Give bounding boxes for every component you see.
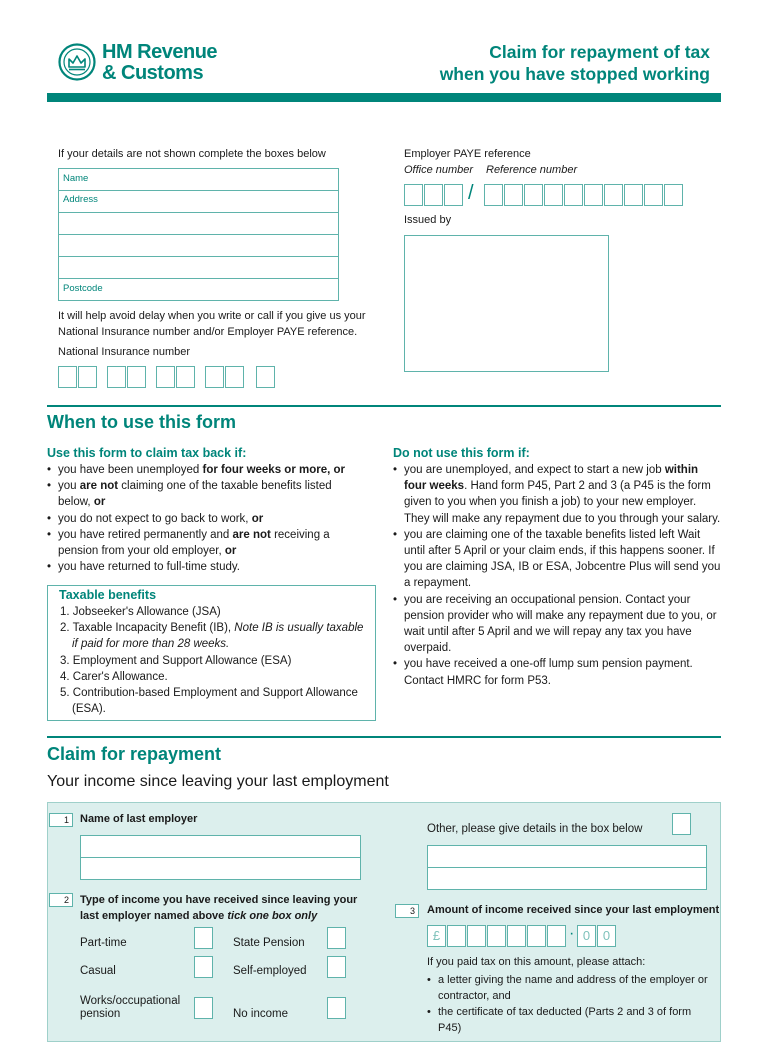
dont-list	[393, 462, 721, 689]
benefits-list	[60, 604, 372, 717]
option-label: No income	[233, 1008, 288, 1020]
q1-label: Name of last employer	[80, 813, 198, 825]
ref-cell[interactable]	[524, 184, 543, 206]
address-field-1[interactable]	[58, 190, 339, 213]
address-field-4[interactable]	[58, 256, 339, 279]
other-label: Other, please give details in the box below	[427, 823, 643, 835]
hmrc-logo	[58, 41, 228, 85]
option-label: Part-time	[80, 937, 127, 949]
list-item: 2. Taxable Incapacity Benefit (IB), Note IB is usually taxable if paid for more than 28 weeks.	[60, 622, 364, 651]
postcode-field[interactable]	[58, 278, 339, 301]
address-field-2[interactable]	[58, 212, 339, 235]
ref-cell[interactable]	[664, 184, 683, 206]
postcode-label: Postcode	[63, 283, 103, 294]
tax-paid-text: If you paid tax on this amount, please attach:	[427, 956, 646, 968]
list-item: • you are receiving an occupational pension. Contact your pension provider who will make any repayment due to you, or wait until after 5 April and we will repay any tax you have overpaid.	[393, 592, 721, 657]
list-item: 3. Employment and Support Allowance (ESA)	[60, 654, 292, 667]
employer-name-field-1[interactable]	[80, 835, 361, 858]
ref-cell[interactable]	[624, 184, 643, 206]
list-item: • a letter giving the name and address of the employer or contractor, and	[427, 972, 717, 1004]
name-label: Name	[63, 173, 89, 184]
logo-line-2: & Customs	[102, 62, 204, 84]
crown-emblem-icon	[58, 42, 96, 82]
other-checkbox[interactable]	[672, 813, 691, 835]
ni-cell[interactable]	[127, 366, 146, 388]
ni-cell[interactable]	[156, 366, 175, 388]
list-item: • you are claiming one of the taxable benefits listed left Wait until after 5 April or your claim ends, if this happens sooner. If you are claiming JSA, IB or ESA, Jobcentre Plus will send you a repayment.	[393, 527, 721, 592]
ref-cell[interactable]	[504, 184, 523, 206]
decimal-point: ·	[569, 925, 575, 942]
pounds-cell[interactable]	[467, 925, 486, 947]
ref-cell[interactable]	[584, 184, 603, 206]
help-text: It will help avoid delay when you write or call if you give us your National Insurance number and/or Employer PAYE reference.	[58, 310, 366, 338]
list-item: • you have been unemployed for four weeks or more, or	[47, 462, 347, 478]
office-cell[interactable]	[404, 184, 423, 206]
pound-cell: £	[427, 925, 446, 947]
office-cell[interactable]	[424, 184, 443, 206]
ni-cell[interactable]	[107, 366, 126, 388]
paye-reference-field[interactable]	[404, 184, 686, 206]
address-label: Address	[63, 194, 98, 205]
ref-cell[interactable]	[484, 184, 503, 206]
ni-cell[interactable]	[78, 366, 97, 388]
ni-cell[interactable]	[176, 366, 195, 388]
section-rule	[47, 405, 721, 407]
list-item: • you have returned to full-time study.	[47, 559, 347, 575]
self-employed-checkbox[interactable]	[327, 956, 346, 978]
paye-label: Employer PAYE reference	[404, 148, 531, 160]
reference-number-label: Reference number	[486, 164, 578, 176]
no-income-checkbox[interactable]	[327, 997, 346, 1019]
when-heading: When to use this form	[47, 412, 236, 432]
attach-list	[427, 972, 717, 1036]
pounds-cell[interactable]	[447, 925, 466, 947]
list-item: • you have retired permanently and are not receiving a pension from your old employer, or	[47, 527, 347, 559]
ref-cell[interactable]	[604, 184, 623, 206]
list-item: 4. Carer's Allowance.	[60, 670, 168, 683]
list-item: • you have received a one-off lump sum pension payment. Contact HMRC for form P53.	[393, 656, 721, 688]
list-item: • the certificate of tax deducted (Parts 2 and 3 of form P45)	[427, 1004, 717, 1036]
claim-heading: Claim for repayment	[47, 744, 222, 764]
employer-name-field-2[interactable]	[80, 857, 361, 880]
pence-cell: 0	[577, 925, 596, 947]
option-label: Self-employed	[233, 965, 307, 977]
casual-checkbox[interactable]	[194, 956, 213, 978]
question-number: 3	[395, 904, 419, 918]
option-label: Casual	[80, 965, 116, 977]
pounds-cell[interactable]	[527, 925, 546, 947]
taxable-benefits-heading: Taxable benefits	[59, 588, 157, 602]
list-item: • you are not claiming one of the taxable benefits listed below, or	[47, 478, 347, 510]
issued-by-label: Issued by	[404, 214, 452, 226]
office-cell[interactable]	[444, 184, 463, 206]
list-item: 1. Jobseeker's Allowance (JSA)	[60, 606, 221, 618]
q2-label: Type of income you have received since leaving your last employer named above tick one box only	[80, 894, 358, 922]
list-item: • you do not expect to go back to work, or	[47, 511, 347, 527]
logo-line-1: HM Revenue	[102, 41, 218, 63]
pounds-cell[interactable]	[487, 925, 506, 947]
other-details-field-2[interactable]	[427, 867, 707, 890]
question-number: 2	[49, 893, 73, 907]
form-title	[440, 41, 710, 85]
taxable-benefits-box	[47, 585, 376, 721]
form-title-line-1: Claim for repayment of tax	[489, 42, 710, 62]
ni-cell[interactable]	[225, 366, 244, 388]
pence-cell: 0	[597, 925, 616, 947]
occupational-pension-checkbox[interactable]	[194, 997, 213, 1019]
option-label: State Pension	[233, 937, 305, 949]
use-heading: Use this form to claim tax back if:	[47, 446, 247, 460]
claim-panel	[47, 802, 721, 1042]
ni-number-field[interactable]	[58, 366, 278, 388]
other-details-field-1[interactable]	[427, 845, 707, 868]
q3-label: Amount of income received since your last employment	[427, 904, 720, 916]
ni-label: National Insurance number	[58, 346, 191, 358]
ref-cell[interactable]	[564, 184, 583, 206]
pounds-cell[interactable]	[507, 925, 526, 947]
ni-cell[interactable]	[58, 366, 77, 388]
ni-cell[interactable]	[205, 366, 224, 388]
ref-cell[interactable]	[644, 184, 663, 206]
dont-heading: Do not use this form if:	[393, 446, 530, 460]
address-field-3[interactable]	[58, 234, 339, 257]
issued-by-field[interactable]	[404, 235, 609, 372]
details-block	[58, 168, 339, 301]
name-field[interactable]	[58, 168, 339, 191]
form-title-line-2: when you have stopped working	[439, 64, 710, 84]
list-item: • you are unemployed, and expect to start a new job within four weeks. Hand form P45, Part 2 and 3 (a P45 is the form given to you when you finish a job) to your new employer. They will make any repayment due to you through your salary.	[393, 462, 721, 527]
paye-slash: /	[468, 182, 474, 204]
pounds-cell[interactable]	[547, 925, 566, 947]
section-rule	[47, 736, 721, 738]
header-bar	[47, 93, 721, 102]
option-label: Works/occupational pension	[80, 995, 181, 1020]
office-number-label: Office number	[404, 164, 474, 176]
ref-cell[interactable]	[544, 184, 563, 206]
details-intro: If your details are not shown complete the boxes below	[58, 148, 326, 160]
use-list	[47, 462, 347, 575]
claim-subheading: Your income since leaving your last employment	[47, 773, 389, 790]
question-number: 1	[49, 813, 73, 827]
state-pension-checkbox[interactable]	[327, 927, 346, 949]
list-item: 5. Contribution-based Employment and Support Allowance (ESA).	[60, 687, 358, 716]
ni-cell[interactable]	[256, 366, 275, 388]
amount-field[interactable]	[427, 925, 617, 947]
part-time-checkbox[interactable]	[194, 927, 213, 949]
